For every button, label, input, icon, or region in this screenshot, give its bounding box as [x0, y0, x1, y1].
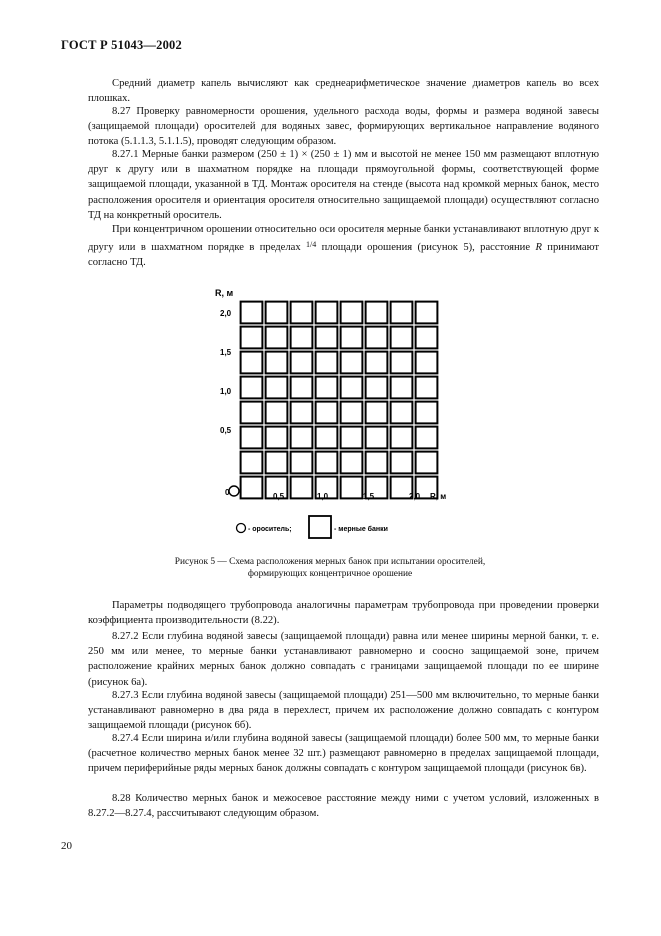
measuring-can [241, 352, 263, 374]
y-axis-label: R, м [215, 288, 234, 298]
measuring-can [391, 402, 413, 424]
measuring-can [291, 327, 313, 349]
measuring-can [241, 377, 263, 399]
x-axis-label: R, м [430, 492, 447, 501]
figure-caption [100, 556, 560, 580]
document-header: ГОСТ Р 51043—2002 [61, 38, 182, 52]
variable-r: R [535, 242, 542, 254]
sprinkler-icon [229, 486, 239, 496]
measuring-can [341, 427, 363, 449]
measuring-can [391, 327, 413, 349]
measuring-can [416, 427, 438, 449]
paragraph-8-27-4: 8.27.4 Если ширина и/или глубина водяной завесы (защищаемой площади) более 500 мм, то мерные банки (расчетное количество мерных банок менее 32 шт.) размещают равномерно в пределах защищаемой площади, причем периферийные ряды мерных банок должны совпадать с контуром защищаемой площади (рисунок 6в). [88, 733, 599, 775]
measuring-can [266, 327, 288, 349]
measuring-can [316, 352, 338, 374]
x-tick-1-0: 1,0 [317, 492, 329, 501]
y-tick-0-5: 0,5 [220, 426, 232, 435]
measuring-can [341, 302, 363, 324]
measuring-can [241, 302, 263, 324]
measuring-can [416, 352, 438, 374]
measuring-can [291, 352, 313, 374]
measuring-can [366, 402, 388, 424]
measuring-can [241, 327, 263, 349]
measuring-can [291, 377, 313, 399]
p4-text-before: При концентричном орошении относительно оси оросителя мерные банки устанавливают вплотную друг к другу или в шахматном порядке в пределах [88, 224, 599, 254]
measuring-can [341, 402, 363, 424]
measuring-can [316, 327, 338, 349]
paragraph-8-27: 8.27 Проверку равномерности орошения, удельного расхода воды, формы и размера водяной завесы (защищаемой площади) оросителей для водяных завес, формирующих вертикальное направление водяного потока (5.1.1.3, 5.1.1.5), проводят следующим образом. [88, 106, 599, 148]
measuring-can [341, 377, 363, 399]
measuring-can [316, 377, 338, 399]
measuring-can [416, 452, 438, 474]
measuring-can [366, 302, 388, 324]
y-tick-1-5: 1,5 [220, 348, 232, 357]
caption-line-2: формирующих концентричное орошение [247, 569, 413, 579]
page-number: 20 [61, 840, 72, 852]
fraction-quarter: 1/4 [306, 240, 317, 250]
measuring-can [366, 452, 388, 474]
paragraph-8-27-1: 8.27.1 Мерные банки размером (250 ± 1) × (250 ± 1) мм и высотой не менее 150 мм размещают вплотную друг к другу или в шахматном порядке на площади прямоугольной формы, соответствующей форме защищаемой площади, указанной в ТД. Монтаж оросителя на стенде (высота над кромкой мерных банок, место расположения оросителя и ориентация оросителя относительно защищаемой площади) осуществляют согласно ТД на конкретный ороситель. [88, 149, 599, 221]
p4-text-after: принимают согласно ТД. [88, 242, 600, 269]
paragraph-mean-diameter: Средний диаметр капель вычисляют как среднеарифметическое значение диаметров капель во всех плошках. [88, 78, 599, 105]
measuring-can [266, 377, 288, 399]
measuring-can [241, 427, 263, 449]
x-tick-0-5: 0,5 [273, 492, 285, 501]
measuring-can [266, 402, 288, 424]
y-tick-2-0: 2,0 [220, 309, 232, 318]
measuring-can [391, 377, 413, 399]
measuring-can [316, 302, 338, 324]
measuring-can [291, 477, 313, 499]
measuring-can [391, 452, 413, 474]
measuring-can [366, 327, 388, 349]
measuring-can [316, 427, 338, 449]
legend-sprinkler-label: - ороситель; [248, 526, 292, 533]
measuring-can [391, 427, 413, 449]
paragraph-8-27-2: 8.27.2 Если глубина водяной завесы (защищаемой площади) равна или менее ширины мерной банки, т. е. 250 мм или менее, то мерные банки устанавливают равномерно и соосно защищаемой зоне, причем расположение крайних мерных банок должно совпадать с границами защищаемой площади по ее ширине (рисунок 6а). [88, 631, 599, 688]
measuring-can [291, 402, 313, 424]
origin-label: 0 [225, 488, 230, 497]
measuring-can [391, 302, 413, 324]
paragraph-pipeline: Параметры подводящего трубопровода аналогичны параметрам трубопровода при проведении проверки коэффициента производительности (8.22). [88, 600, 599, 627]
x-tick-1-5: 1,5 [363, 492, 375, 501]
legend-can-icon [309, 516, 331, 538]
measuring-can [366, 377, 388, 399]
measuring-can [291, 302, 313, 324]
can-grid-diagram [210, 283, 470, 545]
measuring-can [241, 452, 263, 474]
measuring-can [416, 302, 438, 324]
legend-sprinkler-icon [237, 524, 246, 533]
measuring-can [416, 377, 438, 399]
measuring-can [266, 427, 288, 449]
measuring-can [291, 427, 313, 449]
measuring-can [416, 402, 438, 424]
measuring-can [366, 352, 388, 374]
x-tick-2-0: 2,0 [409, 492, 421, 501]
measuring-can [341, 352, 363, 374]
measuring-can [391, 352, 413, 374]
measuring-can [241, 402, 263, 424]
paragraph-concentric [88, 222, 599, 271]
p4-text-mid: площади орошения (рисунок 5), расстояние [321, 242, 531, 254]
measuring-can [266, 452, 288, 474]
paragraph-8-28: 8.28 Количество мерных банок и межосевое расстояние между ними с учетом условий, изложенных в 8.27.2—8.27.4, рассчитывают следующим образом. [88, 793, 599, 820]
can-grid [241, 302, 438, 499]
caption-line-1: Рисунок 5 — Схема расположения мерных банок при испытании оросителей, [174, 557, 486, 567]
measuring-can [316, 452, 338, 474]
legend-can-label: - мерные банки [334, 526, 388, 533]
measuring-can [291, 452, 313, 474]
measuring-can [416, 327, 438, 349]
paragraph-8-27-3: 8.27.3 Если глубина водяной завесы (защищаемой площади) 251—500 мм включительно, то мерные банки устанавливают равномерно в два ряда в перехлест, причем их расположение должно совпадать с контуром защищаемой площади (рисунок 6б). [88, 690, 599, 732]
measuring-can [316, 402, 338, 424]
figure-5-diagram [210, 283, 470, 545]
measuring-can [266, 352, 288, 374]
measuring-can [341, 452, 363, 474]
measuring-can [241, 477, 263, 499]
measuring-can [366, 427, 388, 449]
measuring-can [341, 477, 363, 499]
y-tick-1-0: 1,0 [220, 387, 232, 396]
measuring-can [266, 302, 288, 324]
measuring-can [341, 327, 363, 349]
